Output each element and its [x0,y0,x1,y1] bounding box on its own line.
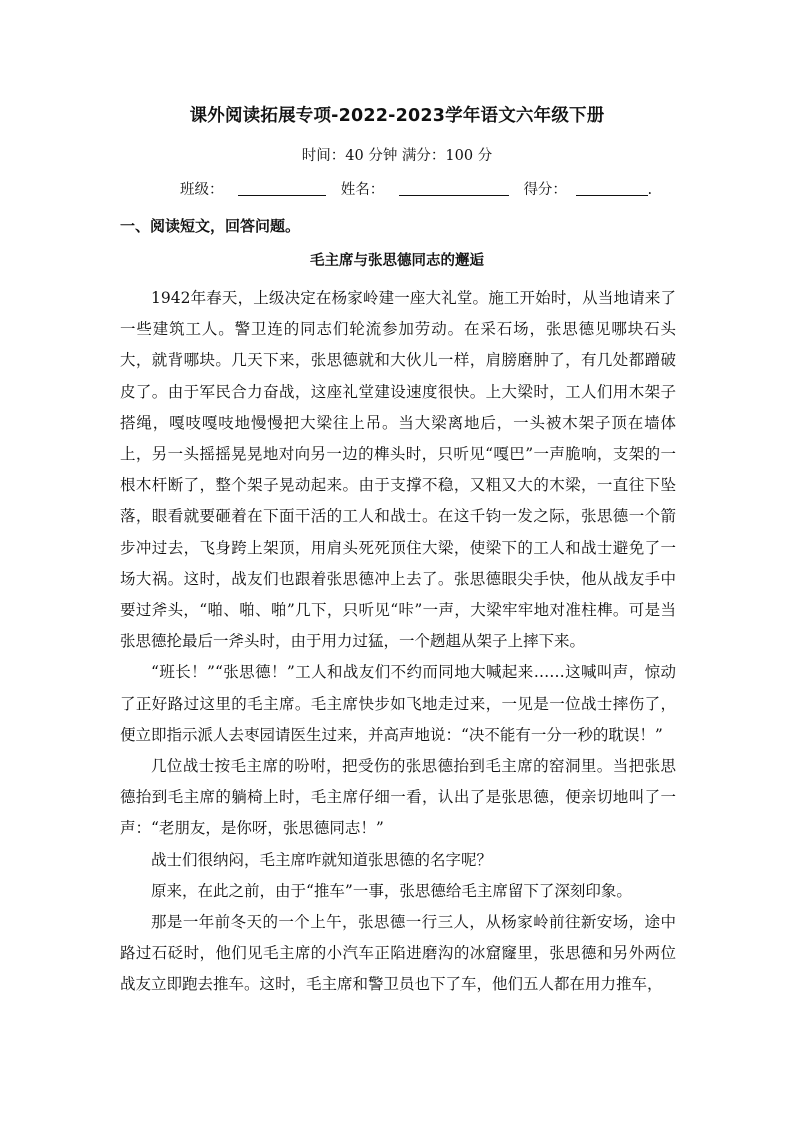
paragraph: 原来，在此之前，由于“推车”一事，张思德给毛主席留下了深刻印象。 [151,881,632,900]
trailing-mark: . [647,182,653,198]
name-label: 姓名： [340,182,385,198]
paragraph: 战士们很纳闷，毛主席咋就知道张思德的名字呢？ [151,850,493,869]
paragraph: 几位战士按毛主席的吩咐，把受伤的张思德抬到毛主席的窑洞里。当把张思德抬到毛主席的躺椅上时，毛主席仔细一看，认出了是张思德，便亲切地叫了一声：“老朋友，是你呀，张思德同志！” [120,757,676,838]
paragraph: 那是一年前冬天的一个上午，张思德一行三人，从杨家岭前往新安场，途中路过石砭时，他们见毛主席的小汽车正陷进磨沟的冰窟窿里，张思德和另外两位战友立即跑去推车。这时，毛主席和警卫员也下了车，他们五人都在用力推车， [120,913,676,994]
page-title: 课外阅读拓展专项-2022-2023学年语文六年级下册 [189,106,605,126]
passage-body [120,283,676,1001]
class-field[interactable] [238,181,326,196]
score-label: 得分： [523,182,567,198]
paragraph: 1942年春天，上级决定在杨家岭建一座大礼堂。施工开始时，从当地请来了一些建筑工人。警卫连的同志们轮流参加劳动。在采石场，张思德见哪块石头大，就背哪块。几天下来，张思德就和大伙儿一样，肩膀磨肿了，有几处都蹭破皮了。由于军民合力奋战，这座礼堂建设速度很快。上大梁时，工人们用木架子搭绳，嘎吱嘎吱地慢慢把大梁往上吊。当大梁离地后，一头被木架子顶在墙体上，另一头摇摇晃晃地对向另一边的榫头时，只听见“嘎巴”一声脆响，支架的一根木杆断了，整个架子晃动起来。由于支撑不稳，又粗又大的木梁，一直往下坠落，眼看就要砸着在下面干活的工人和战士。在这千钧一发之际，张思德一个箭步冲过去，飞身跨上架顶，用肩头死死顶住大梁，使梁下的工人和战士避免了一场大祸。这时，战友们也跟着张思德冲上去了。张思德眼尖手快，他从战友手中要过斧头，“啪、啪、啪”几下，只听见“咔”一声，大梁牢牢地对准柱榫。可是当张思德抡最后一斧头时，由于用力过猛，一个趔趄从架子上摔下来。 [120,289,676,651]
paragraph: “班长！”“张思德！”工人和战友们不约而同地大喊起来……这喊叫声，惊动了正好路过这里的毛主席。毛主席快步如飞地走过来，一见是一位战士摔伤了，便立即指示派人去枣园请医生过来，并高声地说：“决不能有一分一秒的耽误！” [120,663,676,744]
student-info-line [180,178,652,199]
passage-title: 毛主席与张思德同志的邂逅 [310,253,484,269]
name-field[interactable] [399,181,509,196]
section-heading: 一、阅读短文，回答问题。 [120,217,301,235]
class-label: 班级： [180,182,224,198]
score-field[interactable] [576,181,648,196]
exam-meta: 时间：40 分钟 满分：100 分 [301,148,493,164]
